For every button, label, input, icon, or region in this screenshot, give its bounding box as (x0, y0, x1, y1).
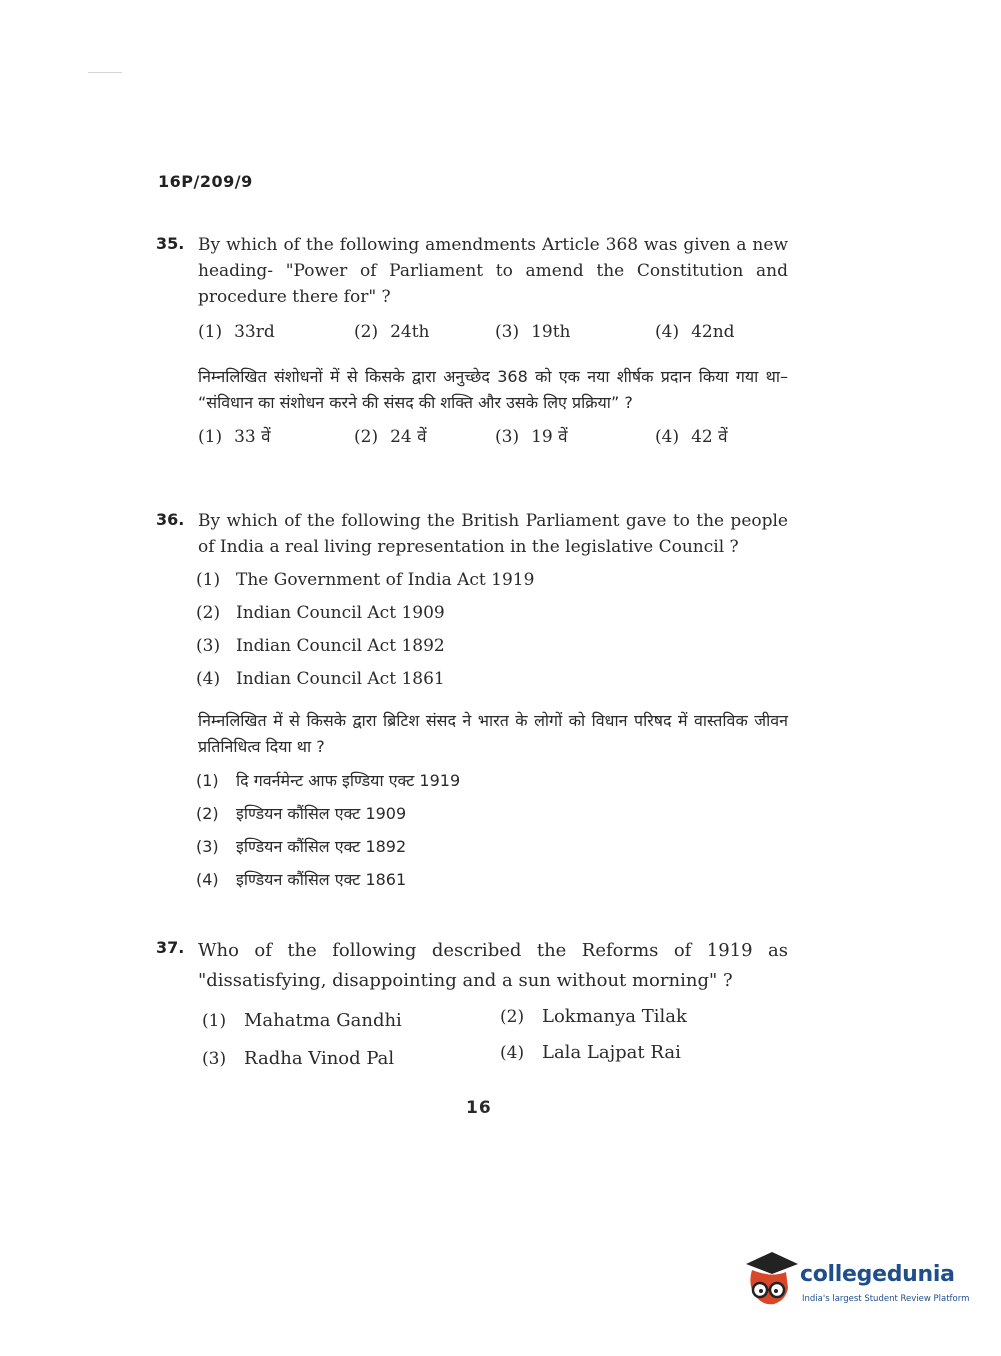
option-4-hi: (4) 42 वें (655, 427, 728, 447)
option-2: (2) Indian Council Act 1909 (196, 603, 445, 623)
question-36 (156, 508, 788, 896)
mascot-icon (742, 1250, 800, 1314)
option-4: (4) 42nd (655, 322, 735, 342)
logo-name: collegedunia (800, 1262, 955, 1287)
question-text-hi: निम्नलिखित में से किसके द्वारा ब्रिटिश संसद ने भारत के लोगों को विधान परिषद में वास्तविक जीवन प्रतिनिधित्व दिया था ? (198, 711, 788, 756)
page-number: 16 (466, 1098, 492, 1118)
option-4-hi: (4) इण्डियन कौंसिल एक्ट 1861 (196, 870, 407, 889)
question-text-en: By which of the following the British Parliament gave to the people of India a real living representation in the legislative Council ? (198, 511, 788, 557)
option-1: (1) 33rd (198, 322, 275, 342)
option-3-hi: (3) 19 वें (495, 427, 568, 447)
options-hi (196, 764, 788, 896)
option-2-hi: (2) इण्डियन कौंसिल एक्ट 1909 (196, 804, 407, 823)
option-1: (1) The Government of India Act 1919 (196, 570, 535, 590)
collegedunia-logo (742, 1250, 972, 1314)
option-3: (3) Radha Vinod Pal (202, 1048, 395, 1069)
option-2-hi: (2) 24 वें (354, 427, 427, 447)
option-1-hi: (1) दि गवर्नमेन्ट आफ इण्डिया एक्ट 1919 (196, 771, 461, 790)
option-3: (3) 19th (495, 322, 571, 342)
option-4: (4) Indian Council Act 1861 (196, 669, 445, 689)
question-35 (156, 232, 788, 454)
question-text-en: By which of the following amendments Article 368 was given a new heading- "Power of Parliament to amend the Constitution and procedure there for" ? (198, 235, 788, 307)
options-en (198, 322, 788, 352)
option-3: (3) Indian Council Act 1892 (196, 636, 445, 656)
options-en (196, 564, 788, 696)
question-text-hi: निम्नलिखित संशोधनों में से किसके द्वारा अनुच्छेद 368 को एक नया शीर्षक प्रदान किया गया था– “संविधान का संशोधन करने की संसद की शक्ति और उसके लिए प्रक्रिया” ? (198, 367, 788, 412)
question-text-en: Who of the following described the Reforms of 1919 as "dissatisfying, disappointing and a sun without morning" ? (198, 940, 788, 991)
option-1: (1) Mahatma Gandhi (202, 1010, 402, 1031)
option-2: (2) 24th (354, 322, 430, 342)
option-3-hi: (3) इण्डियन कौंसिल एक्ट 1892 (196, 837, 407, 856)
option-1-hi: (1) 33 वें (198, 427, 271, 447)
options-hi (198, 424, 788, 454)
option-2: (2) Lokmanya Tilak (500, 1006, 687, 1027)
question-number: 35. (156, 234, 185, 253)
question-37 (156, 936, 788, 1082)
question-number: 37. (156, 938, 185, 957)
logo-tagline: India's largest Student Review Platform (802, 1294, 970, 1304)
question-number: 36. (156, 510, 185, 529)
option-4: (4) Lala Lajpat Rai (500, 1042, 681, 1063)
options-en (202, 1006, 788, 1082)
paper-code: 16P/209/9 (158, 172, 253, 191)
scan-mark (88, 72, 122, 73)
